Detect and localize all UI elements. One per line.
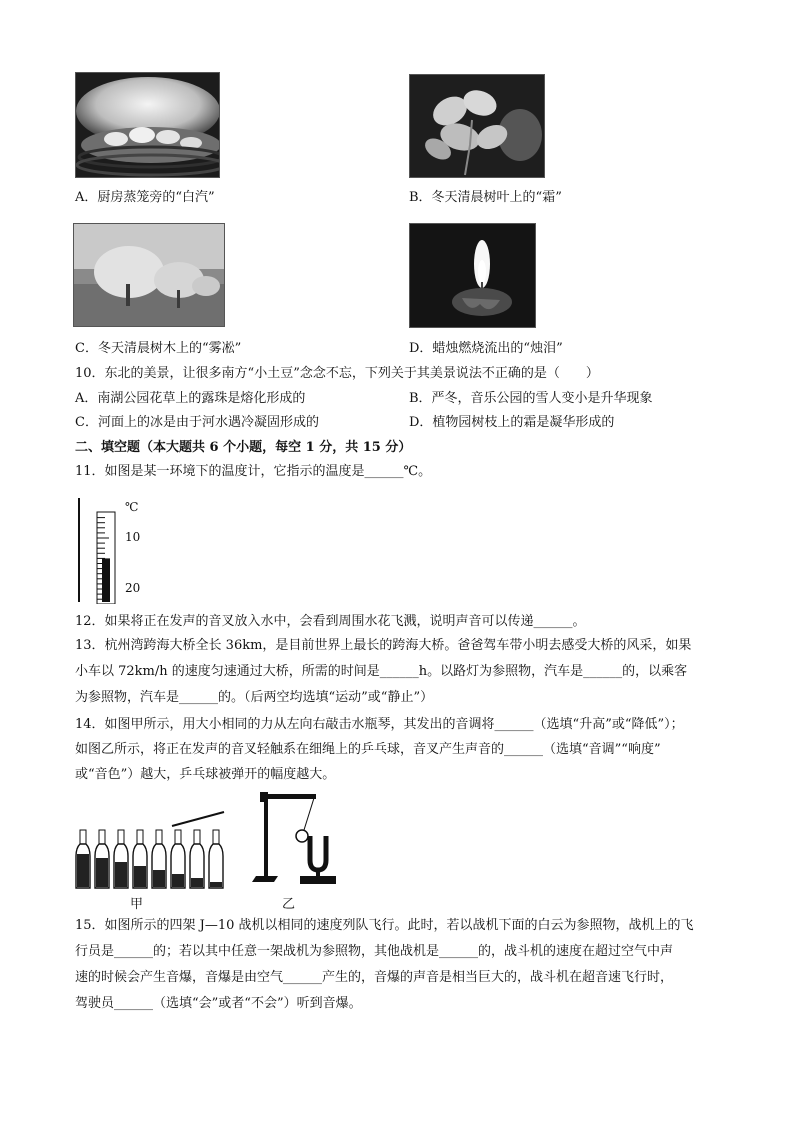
bottle xyxy=(95,830,109,888)
q14-line-2: 如图乙所示，将正在发声的音叉轻触系在细绳上的乒乓球，音叉产生声音的______（选填“音调”“响度” xyxy=(75,742,661,757)
q13-line-2: 小车以 72km/h 的速度匀速通过大桥，所需的时间是______h。以路灯为参照物，汽车是______的，以乘客 xyxy=(75,664,688,679)
q15-line-2: 行员是______的；若以其中任意一架战机为参照物，其他战机是______的，战斗机的速度在超过空气中声 xyxy=(75,944,674,959)
bottle-xylophone-figure xyxy=(72,800,232,892)
bottle xyxy=(76,830,90,888)
thermometer-liquid xyxy=(102,558,110,602)
q10-option-d: D．植物园树枝上的霜是凝华形成的 xyxy=(409,415,615,430)
thermometer-unit: ℃ xyxy=(125,500,139,514)
bottle xyxy=(114,830,128,888)
q15-line-4: 驾驶员______（选填“会”或者“不会”）听到音爆。 xyxy=(75,996,362,1011)
bottle xyxy=(152,830,166,888)
tuning-fork-figure xyxy=(248,790,338,890)
q14-line-1: 14．如图甲所示，用大小相同的力从左向右敲击水瓶琴，其发出的音调将______（选填“升高”或“降低”）； xyxy=(75,717,684,732)
q10-option-b: B．严冬，音乐公园的雪人变小是升华现象 xyxy=(409,391,653,406)
thermometer-figure xyxy=(75,494,155,604)
q15-line-3: 速的时候会产生音爆，音爆是由空气______产生的，音爆的声音是相当巨大的，战斗机在超音速飞行时， xyxy=(75,970,674,985)
option-a-label: A．厨房蒸笼旁的“白汽” xyxy=(75,190,215,205)
q11-text: 11．如图是某一环境下的温度计，它指示的温度是______℃。 xyxy=(75,464,432,479)
option-d-label: D．蜡烛燃烧流出的“烛泪” xyxy=(409,341,563,356)
q15-line-1: 15．如图所示的四架 J—10 战机以相同的速度列队飞行。此时，若以战机下面的白云为参照物，战机上的飞 xyxy=(75,918,694,933)
section-title: 二、填空题（本大题共 6 个小题，每空 1 分，共 15 分） xyxy=(75,440,412,455)
thermometer-label-10: 10 xyxy=(125,530,141,544)
q10-option-a: A．南湖公园花草上的露珠是熔化形成的 xyxy=(75,391,306,406)
steamer-photo xyxy=(75,72,220,178)
q12-text: 12．如果将正在发声的音叉放入水中，会看到周围水花飞溅，说明声音可以传递______。 xyxy=(75,614,586,629)
figure-label-jia: 甲 xyxy=(130,897,144,912)
bottle xyxy=(171,830,185,888)
q10-stem: 10．东北的美景，让很多南方“小土豆”念念不忘，下列关于其美景说法不正确的是（ ） xyxy=(75,366,599,381)
q10-option-c: C．河面上的冰是由于河水遇冷凝固形成的 xyxy=(75,415,319,430)
bottle xyxy=(190,830,204,888)
thermometer-label-20: 20 xyxy=(125,581,141,595)
option-b-label: B．冬天清晨树叶上的“霜” xyxy=(409,190,562,205)
bottle xyxy=(209,830,223,888)
q13-line-3: 为参照物，汽车是______的。（后两空均选填“运动”或“静止”） xyxy=(75,690,434,705)
candle-photo xyxy=(409,223,536,328)
frost-leaves-photo xyxy=(409,74,545,178)
rime-trees-photo xyxy=(73,223,225,327)
bottle xyxy=(133,830,147,888)
q13-line-1: 13．杭州湾跨海大桥全长 36km，是目前世界上最长的跨海大桥。爸爸驾车带小明去感受大桥的风采，如果 xyxy=(75,638,692,653)
option-c-label: C．冬天清晨树木上的“雾凇” xyxy=(75,341,242,356)
figure-label-yi: 乙 xyxy=(282,897,296,912)
q14-line-3: 或“音色”）越大，乒乓球被弹开的幅度越大。 xyxy=(75,767,336,782)
